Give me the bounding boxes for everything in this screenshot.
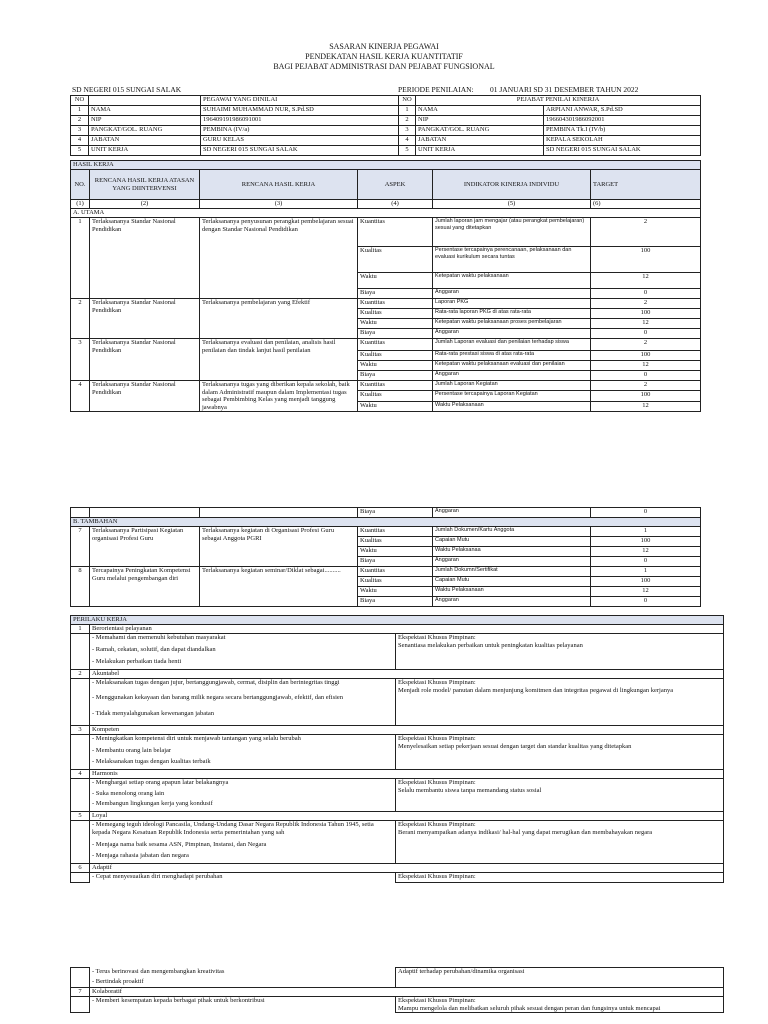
perilaku-point: - Terus berinovasi dan mengembangkan kreativitas [90,968,396,978]
ekspektasi-label: Ekspektasi Khusus Pimpinan: [398,735,476,742]
target-cell: 0 [591,597,701,607]
utama-label: A. UTAMA [71,209,701,218]
perilaku-kerja-table-continued [70,967,724,1013]
hasil-kerja-table-continued [70,507,701,607]
col-rhk: RENCANA HASIL KERJA [200,170,358,200]
row-no: 1 [71,106,89,116]
target-cell: 12 [591,361,701,371]
ekspektasi-cell [396,634,724,670]
hasil-kerja-table: HASIL KERJA NO. RENCANA HASIL KERJA ATASAN YANG DIINTERVENSI RENCANA HASIL KERJA ASPEK INDIKATOR KINERJA INDIVIDU TARGET (1) (2) (3) (4) (5) (6) A. UTAMA 1 Terlaksananya Standar Nasional Pendidikan Terlaksananya penyusunan perangkat pembelajaran sesuai dengan Standar Nasional Pendidikan Kuantitas Jumlah laporan jam mengajar (atau perangkat pembelajaran) sesuai yang ditetapkan 2 Kualitas Persentase tercapainya perencanaan, pelaksanaan dan evaluasi kurikulum secara tuntas 100 Waktu Ketepatan waktu pelaksanaan 12 Biaya Anggaran 0 2 Terlaksananya Standar Nasional Pendidikan Terlaksananya pembelajaran yang Efektif Kuantitas Laporan PKG 2 Kualitas Rata-rata laporan PKG di atas rata-rata 100 Waktu Ketepatan waktu pelaksanaan proses pembelajaran 12 Biaya Anggaran 0 3 Terlaksananya Standar Nasional Pendidikan Terlaksananya evaluasi dan penilaian, analisis hasil penilaian dan tindak lanjut hasil penilaian Kuantitas Jumlah Laporan evaluasi dan penilaian terhadap siswa 2 Kualitas Rata-rata prestasi siswa di atas rata-rata 100 Waktu Ketepatan waktu pelaksanaan evaluasi dan penilaian 12 Biaya Anggaran 0 4 Terlaksananya Standar Nasional Pendidikan Terlaksananya tugas yang diberikan kepala sekolah, baik dalam Administratif maupun dalam Implementasi tugas sebagai Pembimbing Kelas yang menjadi tanggung jawabnya Kuantitas Jumlah Laporan Kegiatan 2 Kualitas Persentase tercapainya Laporan Kegiatan 100 Waktu Waktu Pelaksanaan 12 [70,160,701,412]
target-cell: 0 [591,557,701,567]
field-value: GURU KELAS [201,136,399,146]
field-value: SD NEGERI 015 SUNGAI SALAK [201,146,399,156]
perilaku-title: Kompeten [90,726,724,735]
aspek-cell: Biaya [358,371,433,381]
indikator-cell: Jumlah Laporan evaluasi dan penilaian terhadap siswa [433,339,591,351]
aspek-cell: Kuantitas [358,299,433,309]
row-no: 4 [399,136,416,146]
field-label: UNIT KERJA [416,146,544,156]
indikator-cell: Waktu Pelaksanaan [433,401,591,411]
period-label: PERIODE PENILAIAN: [398,85,474,94]
ekspektasi-text: Senantiasa melakukan perbaikan untuk peningkatan kualitas pelayanan [398,641,583,649]
ekspektasi-cell [396,873,724,883]
indikator-cell: Capaian Mutu [433,537,591,547]
indikator-cell: Anggaran [433,508,591,518]
aspek-cell: Waktu [358,319,433,329]
perilaku-point: - Ramah, cekatan, solutif, dan dapat diandalkan [90,646,396,658]
target-cell: 100 [591,391,701,401]
perilaku-title: Akuntabel [90,670,724,679]
field-value: ARPIANI ANWAR, S.Pd.SD [544,106,701,116]
aspek-cell: Kuantitas [358,567,433,577]
aspek-cell: Biaya [358,289,433,299]
field-label: NIP [89,116,201,126]
row-no: 3 [399,126,416,136]
row-no: 2 [399,116,416,126]
indikator-cell: Jumlah Laporan Kegiatan [433,381,591,391]
field-value: KEPALA SEKOLAH [544,136,701,146]
table-row [71,381,701,391]
ekspektasi-label: Ekspektasi Khusus Pimpinan: [398,634,476,641]
perilaku-title: Berorientasi pelayanan [90,625,724,634]
table-row [71,299,701,309]
target-cell: 1 [591,567,701,577]
ekspektasi-text: Menyelesaikan setiap pekerjaan sesuai dengan target dan standar kualitas yang ditetapkan [398,742,632,750]
aspek-cell: Kuantitas [358,381,433,391]
field-value: SUHAIMI MUHAMMAD NUR, S.Pd.SD [201,106,399,116]
title-line-1: SASARAN KINERJA PEGAWAI [329,42,439,51]
field-value: PEMBINA (IV/a) [201,126,399,136]
ekspektasi-cell [396,821,724,864]
row-no: 3 [71,339,90,381]
perilaku-point: - Menggunakan kekayaan dan barang milik negara secara bertanggungjawab, efektif, dan efisien [90,694,396,710]
perilaku-point: - Melaksanakan tugas dengan kualitas terbaik [90,758,396,770]
table-row [71,527,701,537]
perilaku-title: Adaptif [90,864,724,873]
field-value: 196409191986091001 [201,116,399,126]
perilaku-point: - Bertindak proaktif [90,978,396,988]
indikator-cell: Capaian Mutu [433,577,591,587]
target-cell: 100 [591,309,701,319]
field-value: PEMBINA Tk.I (IV/b) [544,126,701,136]
indikator-cell: Rata-rata laporan PKG di atas rata-rata [433,309,591,319]
target-cell: 2 [591,299,701,309]
indikator-cell: Anggaran [433,329,591,339]
ekspektasi-cell [396,679,724,726]
ekspektasi-cell [396,997,724,1013]
row-no: 4 [71,381,90,412]
perilaku-point: - Tidak menyalahgunakan kewenangan jabatan [90,710,396,726]
target-cell: 12 [591,401,701,411]
perilaku-title: Harmonis [90,770,724,779]
perilaku-kerja-label: PERILAKU KERJA [71,616,724,625]
aspek-cell: Waktu [358,547,433,557]
row-no: 5 [399,146,416,156]
indikator-cell: Anggaran [433,557,591,567]
rhk-atasan: Terlaksananya Standar Nasional Pendidikan [90,381,200,412]
target-cell: 0 [591,371,701,381]
field-label: JABATAN [416,136,544,146]
target-cell: 2 [591,381,701,391]
field-label: PANGKAT/GOL. RUANG [89,126,201,136]
aspek-cell: Kualitas [358,309,433,319]
table-row [71,567,701,577]
row-no: 8 [71,567,90,607]
ekspektasi-cell [396,735,724,770]
aspek-cell: Biaya [358,597,433,607]
target-cell: 100 [591,351,701,361]
perilaku-no: 3 [71,726,90,735]
aspek-cell: Waktu [358,273,433,289]
target-cell: 0 [591,329,701,339]
perilaku-point: - Suka menolong orang lain [90,790,396,800]
rhk: Terlaksananya kegiatan di Organisasi Profesi Guru sebagai Anggota PGRI [200,527,358,567]
indikator-cell: Rata-rata prestasi siswa di atas rata-rata [433,351,591,361]
target-cell: 100 [591,537,701,547]
col-iki: INDIKATOR KINERJA INDIVIDU [433,170,591,200]
ekspektasi-label: Ekspektasi Khusus Pimpinan: [398,821,476,828]
indikator-cell: Persentase tercapainya Laporan Kegiatan [433,391,591,401]
aspek-cell: Biaya [358,329,433,339]
identity-table [70,95,701,156]
aspek-cell: Kualitas [358,351,433,361]
ekspektasi-text: Menjadi role model/ panutan dalam menjunjung komitmen dan integritas pegawai di lingkungan kerjanya [398,686,674,694]
ekspektasi-cell [396,779,724,812]
perilaku-point: - Memahami dan memenuhi kebutuhan masyarakat [90,634,396,646]
col-atasan: RENCANA HASIL KERJA ATASAN YANG DIINTERVENSI [90,170,200,200]
field-label: NAMA [416,106,544,116]
ekspektasi-label: Ekspektasi Khusus Pimpinan: [398,679,476,686]
perilaku-no: 1 [71,625,90,634]
aspek-cell: Biaya [358,508,433,518]
indikator-cell: Jumlah Dokumn/Sertifikat [433,567,591,577]
row-no: 2 [71,299,90,339]
col-no: NO. [71,170,90,200]
field-label: NIP [416,116,544,126]
target-cell: 100 [591,247,701,273]
indikator-cell: Jumlah laporan jam mengajar (atau perangkat pembelajaran) sesuai yang ditetapkan [433,218,591,247]
row-no: 4 [71,136,89,146]
penilai-header: PEJABAT PENILAI KINERJA [416,96,701,106]
perilaku-point: - Membantu orang lain belajar [90,747,396,758]
field-label: JABATAN [89,136,201,146]
ekspektasi-text: Mampu mengelola dan melibatkan seluruh pihak sesuai dengan peran dan fungsinya untuk mencapai [398,1004,661,1012]
indikator-cell: Anggaran [433,289,591,299]
row-no: 5 [71,146,89,156]
perilaku-point: - Menghargai setiap orang apapun latar belakangnya [90,779,396,790]
rhk-atasan: Terlaksananya Standar Nasional Pendidikan [90,218,200,299]
target-cell: 12 [591,273,701,289]
perilaku-point: - Menjaga rahasia jabatan dan negara [90,852,396,864]
target-cell: 0 [591,289,701,299]
rhk: Terlaksananya tugas yang diberikan kepala sekolah, baik dalam Administratif maupun dalam Implementasi tugas sebagai Pembimbing Kelas yang menjadi tanggung jawabnya [200,381,358,412]
perilaku-title: Loyal [90,812,724,821]
aspek-cell: Waktu [358,401,433,411]
target-cell: 0 [591,508,701,518]
col-no: NO [71,96,89,106]
perilaku-no: 2 [71,670,90,679]
perilaku-no: 4 [71,770,90,779]
row-no: 1 [71,218,90,299]
row-no: 3 [71,126,89,136]
target-cell: 12 [591,587,701,597]
aspek-cell: Kuantitas [358,339,433,351]
indikator-cell: Persentase tercapainya perencanaan, pelaksanaan dan evaluasi kurikulum secara tuntas [433,247,591,273]
perilaku-point: - Cepat menyesuaikan diri menghadapi perubahan [90,873,396,883]
title-line-2: PENDEKATAN HASIL KERJA KUANTITATIF [305,52,463,61]
row-no: 1 [399,106,416,116]
indikator-cell: Ketepatan waktu pelaksanaan proses pembelajaran [433,319,591,329]
title-line-3: BAGI PEJABAT ADMINISTRASI DAN PEJABAT FUNGSIONAL [273,62,495,71]
row-no: 2 [71,116,89,126]
indikator-cell: Ketepatan waktu pelaksanaan [433,273,591,289]
field-label: NAMA [89,106,201,116]
table-row [71,339,701,351]
aspek-cell: Kualitas [358,537,433,547]
aspek-cell: Kualitas [358,247,433,273]
ekspektasi-label: Ekspektasi Khusus Pimpinan: [398,873,476,880]
indikator-cell: Jumlah Dokumen/Kartu Anggota [433,527,591,537]
ekspektasi-text: Adaptif terhadap perubahan/dinamika organisasi [396,968,724,988]
col-aspek: ASPEK [358,170,433,200]
aspek-cell: Kuantitas [358,527,433,537]
table-row [71,218,701,247]
col-no-right: NO [399,96,416,106]
perilaku-point: - Meningkatkan kompetensi diri untuk menjawab tantangan yang selalu berubah [90,735,396,747]
rhk-atasan: Terlaksananya Standar Nasional Pendidikan [90,299,200,339]
target-cell: 12 [591,547,701,557]
pegawai-header: PEGAWAI YANG DINILAI [201,96,399,106]
aspek-cell: Biaya [358,557,433,567]
ekspektasi-label: Ekspektasi Khusus Pimpinan: [398,779,476,786]
rhk: Terlaksananya pembelajaran yang Efektif [200,299,358,339]
rhk-atasan: Terlaksananya Partisipasi Kegiatan organisasi Profesi Guru [90,527,200,567]
field-value: 196604301986092001 [544,116,701,126]
aspek-cell: Kualitas [358,577,433,587]
ekspektasi-label: Ekspektasi Khusus Pimpinan: [398,997,476,1004]
row-no: 7 [71,527,90,567]
target-cell: 2 [591,218,701,247]
unit-name: SD NEGERI 015 SUNGAI SALAK [72,85,182,94]
rhk: Terlaksananya kegiatan seminar/Diklat sebagai.......... [200,567,358,607]
field-label: UNIT KERJA [89,146,201,156]
aspek-cell: Waktu [358,361,433,371]
indikator-cell: Anggaran [433,371,591,381]
target-cell: 100 [591,577,701,587]
indikator-cell: Laporan PKG [433,299,591,309]
perilaku-kerja-table [70,615,724,883]
aspek-cell: Kualitas [358,391,433,401]
perilaku-no: 5 [71,812,90,821]
ekspektasi-text: Berani menyampaikan adanya indikasi/ hal-hal yang dapat merugikan dan membahayakan negara [398,828,653,836]
indikator-cell: Anggaran [433,597,591,607]
tambahan-label: B. TAMBAHAN [71,518,701,527]
rhk-atasan: Terlaksananya Standar Nasional Pendidikan [90,339,200,381]
perilaku-title: Kolaboratif [90,988,724,997]
indikator-cell: Waktu Pelaksanaa [433,547,591,557]
ekspektasi-text: Selalu membantu siswa tanpa memandang status sosial [398,786,542,794]
perilaku-point: - Menjaga nama baik sesama ASN, Pimpinan, Instansi, dan Negara [90,841,396,852]
perilaku-point: - Membangun lingkungan kerja yang kondusif [90,800,396,812]
perilaku-point: - Melakukan perbaikan tiada henti [90,658,396,670]
field-value: SD NEGERI 015 SUNGAI SALAK [544,146,701,156]
target-cell: 12 [591,319,701,329]
indikator-cell: Waktu Pelaksanaan [433,587,591,597]
hasil-kerja-label: HASIL KERJA [71,161,701,170]
perilaku-point: - Melaksanakan tugas dengan jujur, bertanggungjawab, cermat, disiplin dan berintegritas tinggi [90,679,396,694]
rhk: Terlaksananya evaluasi dan penilaian, analisis hasil penilaian dan tindak lanjut hasil penilaian [200,339,358,381]
target-cell: 1 [591,527,701,537]
field-label: PANGKAT/GOL. RUANG [416,126,544,136]
rhk: Terlaksananya penyusunan perangkat pembelajaran sesuai dengan Standar Nasional Pendidikan [200,218,358,299]
perilaku-no: 6 [71,864,90,873]
rhk-atasan: Tercapainya Peningkatan Kompetensi Guru melalui pengembangan diri [90,567,200,607]
aspek-cell: Waktu [358,587,433,597]
indikator-cell: Ketepatan waktu pelaksanaan evaluasi dan penilaian [433,361,591,371]
perilaku-no: 7 [71,988,90,997]
period-value: 01 JANUARI SD 31 DESEMBER TAHUN 2022 [490,85,639,94]
col-target: TARGET [591,170,701,200]
perilaku-point: - Memegang teguh ideologi Pancasila, Undang-Undang Dasar Negara Republik Indonesia Tahun 1945, setia kepada Negara Kesatuan Republik Indonesia serta pemerintahan yang sah [90,821,396,841]
target-cell: 2 [591,339,701,351]
perilaku-point: - Memberi kesempatan kepada berbagai pihak untuk berkontribusi [90,997,396,1013]
aspek-cell: Kuantitas [358,218,433,247]
